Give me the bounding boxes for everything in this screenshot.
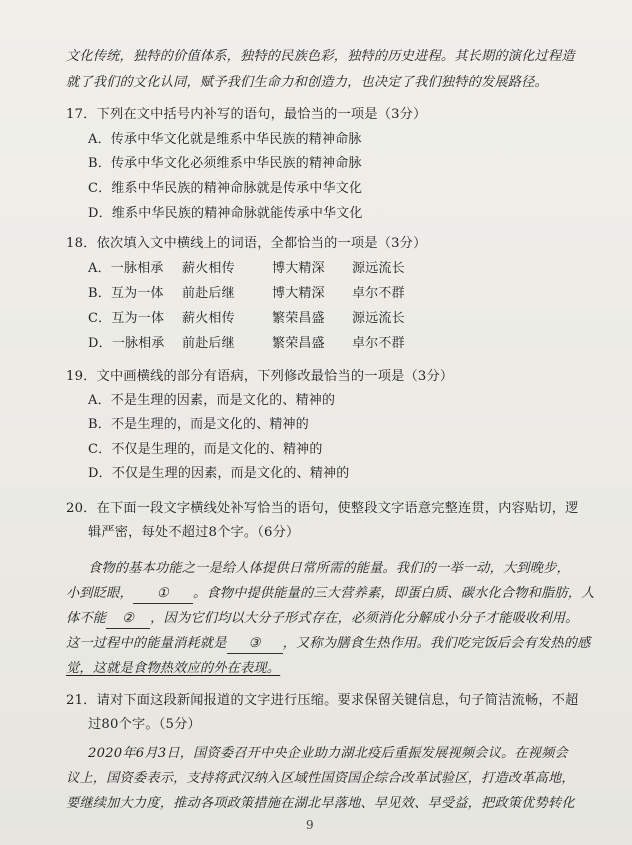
q18-option-d [88, 335, 405, 353]
q18-c-word-4: 源远流长 [352, 311, 405, 326]
q18-option-c [88, 310, 405, 328]
q20-p2-end: 。食物中提供能量的三大营养素，即蛋白质、碳水化合物和脂肪，人 [192, 586, 595, 601]
page-number: 9 [306, 818, 314, 832]
q18-a-word-3: 博大精深 [272, 261, 325, 276]
q18-a-word-4: 源远流长 [352, 261, 405, 276]
q18-d-word-1: D．一脉相承 [88, 336, 165, 351]
q18-a-word-1: A．一脉相承 [88, 261, 164, 276]
intro-line-2: 就了我们的文化认同，赋予我们生命力和创造力，也决定了我们独特的发展路径。 [66, 75, 548, 90]
q20-passage-line-5: 觉，这就是食物热效应的外在表现。 [66, 661, 281, 676]
q20-passage-line-1: 食物的基本功能之一是给人体提供日常所需的能量。我们的一举一动，大到晚步， [88, 561, 570, 576]
q17-option-c: C．维系中华民族的精神命脉就是传承中华文化 [88, 181, 363, 196]
q18-option-b [88, 285, 405, 303]
q20-passage-line-4 [66, 635, 591, 654]
q21-passage-line-1: 2020年6月3日，国资委召开中央企业助力湖北疫后重振发展视频会议。在视频会 [88, 746, 568, 761]
q18-b-word-3: 博大精深 [272, 286, 325, 301]
q17-option-d: D．维系中华民族的精神命脉就能传承中华文化 [88, 206, 363, 221]
q20-p4-start: 这一过程中的能量消耗就是 [66, 636, 227, 651]
q21-stem-line-1: 21．请对下面这段新闻报道的文字进行压缩。要求保留关键信息，句子简洁流畅，不超 [66, 693, 579, 708]
q18-b-word-4: 卓尔不群 [352, 286, 405, 301]
q19-stem: 19．文中画横线的部分有语病，下列修改最恰当的一项是（3分） [66, 369, 454, 384]
q21-passage-line-2: 议上，国资委表示，支持将武汉纳入区域性国资国企综合改革试验区，打造改革高地， [66, 771, 575, 786]
q18-b-word-2: 前赴后继 [182, 286, 235, 301]
q18-d-word-3: 繁荣昌盛 [272, 336, 325, 351]
q18-c-word-2: 薪火相传 [182, 311, 235, 326]
q18-c-word-3: 繁荣昌盛 [272, 311, 325, 326]
q20-stem-line-2: 辑严密，每处不超过8个字。（6分） [88, 525, 300, 540]
q19-option-a: A．不是生理的因素，而是文化的、精神的 [88, 393, 336, 408]
q21-passage-line-3: 要继续加大力度，推动各项政策措施在湖北早落地、早见效、早受益，把政策优势转化 [66, 796, 575, 811]
q18-d-word-2: 前赴后继 [182, 336, 235, 351]
q19-option-b: B．不是生理的，而是文化的、精神的 [88, 417, 309, 432]
q20-passage-line-3 [66, 610, 579, 629]
q20-p3-end: ，因为它们均以大分子形式存在，必须消化分解成小分子才能吸收利用。 [150, 611, 579, 626]
q20-p4-end: ，又称为膳食生热作用。我们吃完饭后会有发热的感 [282, 636, 591, 651]
q18-a-word-2: 薪火相传 [182, 261, 235, 276]
intro-line-1: 文化传统，独特的价值体系，独特的民族色彩，独特的历史进程。其长期的演化过程造 [66, 49, 575, 64]
q17-option-a: A．传承中华文化就是维系中华民族的精神命脉 [88, 132, 362, 147]
answer-blank-1[interactable]: ① [133, 585, 193, 604]
q20-p3-start: 体不能 [66, 611, 107, 626]
q20-stem-line-1: 20．在下面一段文字横线处补写恰当的语句，使整段文字语意完整连贯，内容贴切，逻 [66, 501, 579, 516]
answer-blank-2[interactable]: ② [106, 610, 150, 629]
q20-p2-start: 小到眨眼， [66, 586, 133, 601]
q18-option-a [88, 260, 405, 278]
q21-stem-line-2: 过80个字。（5分） [88, 717, 201, 732]
q18-d-word-4: 卓尔不群 [352, 336, 405, 351]
q17-stem: 17．下列在文中括号内补写的语句，最恰当的一项是（3分） [66, 107, 427, 122]
q19-option-c: C．不仅是生理的，而是文化的、精神的 [88, 442, 323, 457]
q20-passage-line-2 [66, 585, 595, 604]
q17-option-b: B．传承中华文化必须维系中华民族的精神命脉 [88, 156, 362, 171]
q18-c-word-1: C．互为一体 [88, 311, 165, 326]
q18-stem: 18．依次填入文中横线上的词语，全都恰当的一项是（3分） [66, 236, 427, 251]
q18-b-word-1: B．互为一体 [88, 286, 164, 301]
q19-option-d: D．不仅是生理的因素，而是文化的、精神的 [88, 466, 350, 481]
answer-blank-3[interactable]: ③ [227, 635, 283, 654]
